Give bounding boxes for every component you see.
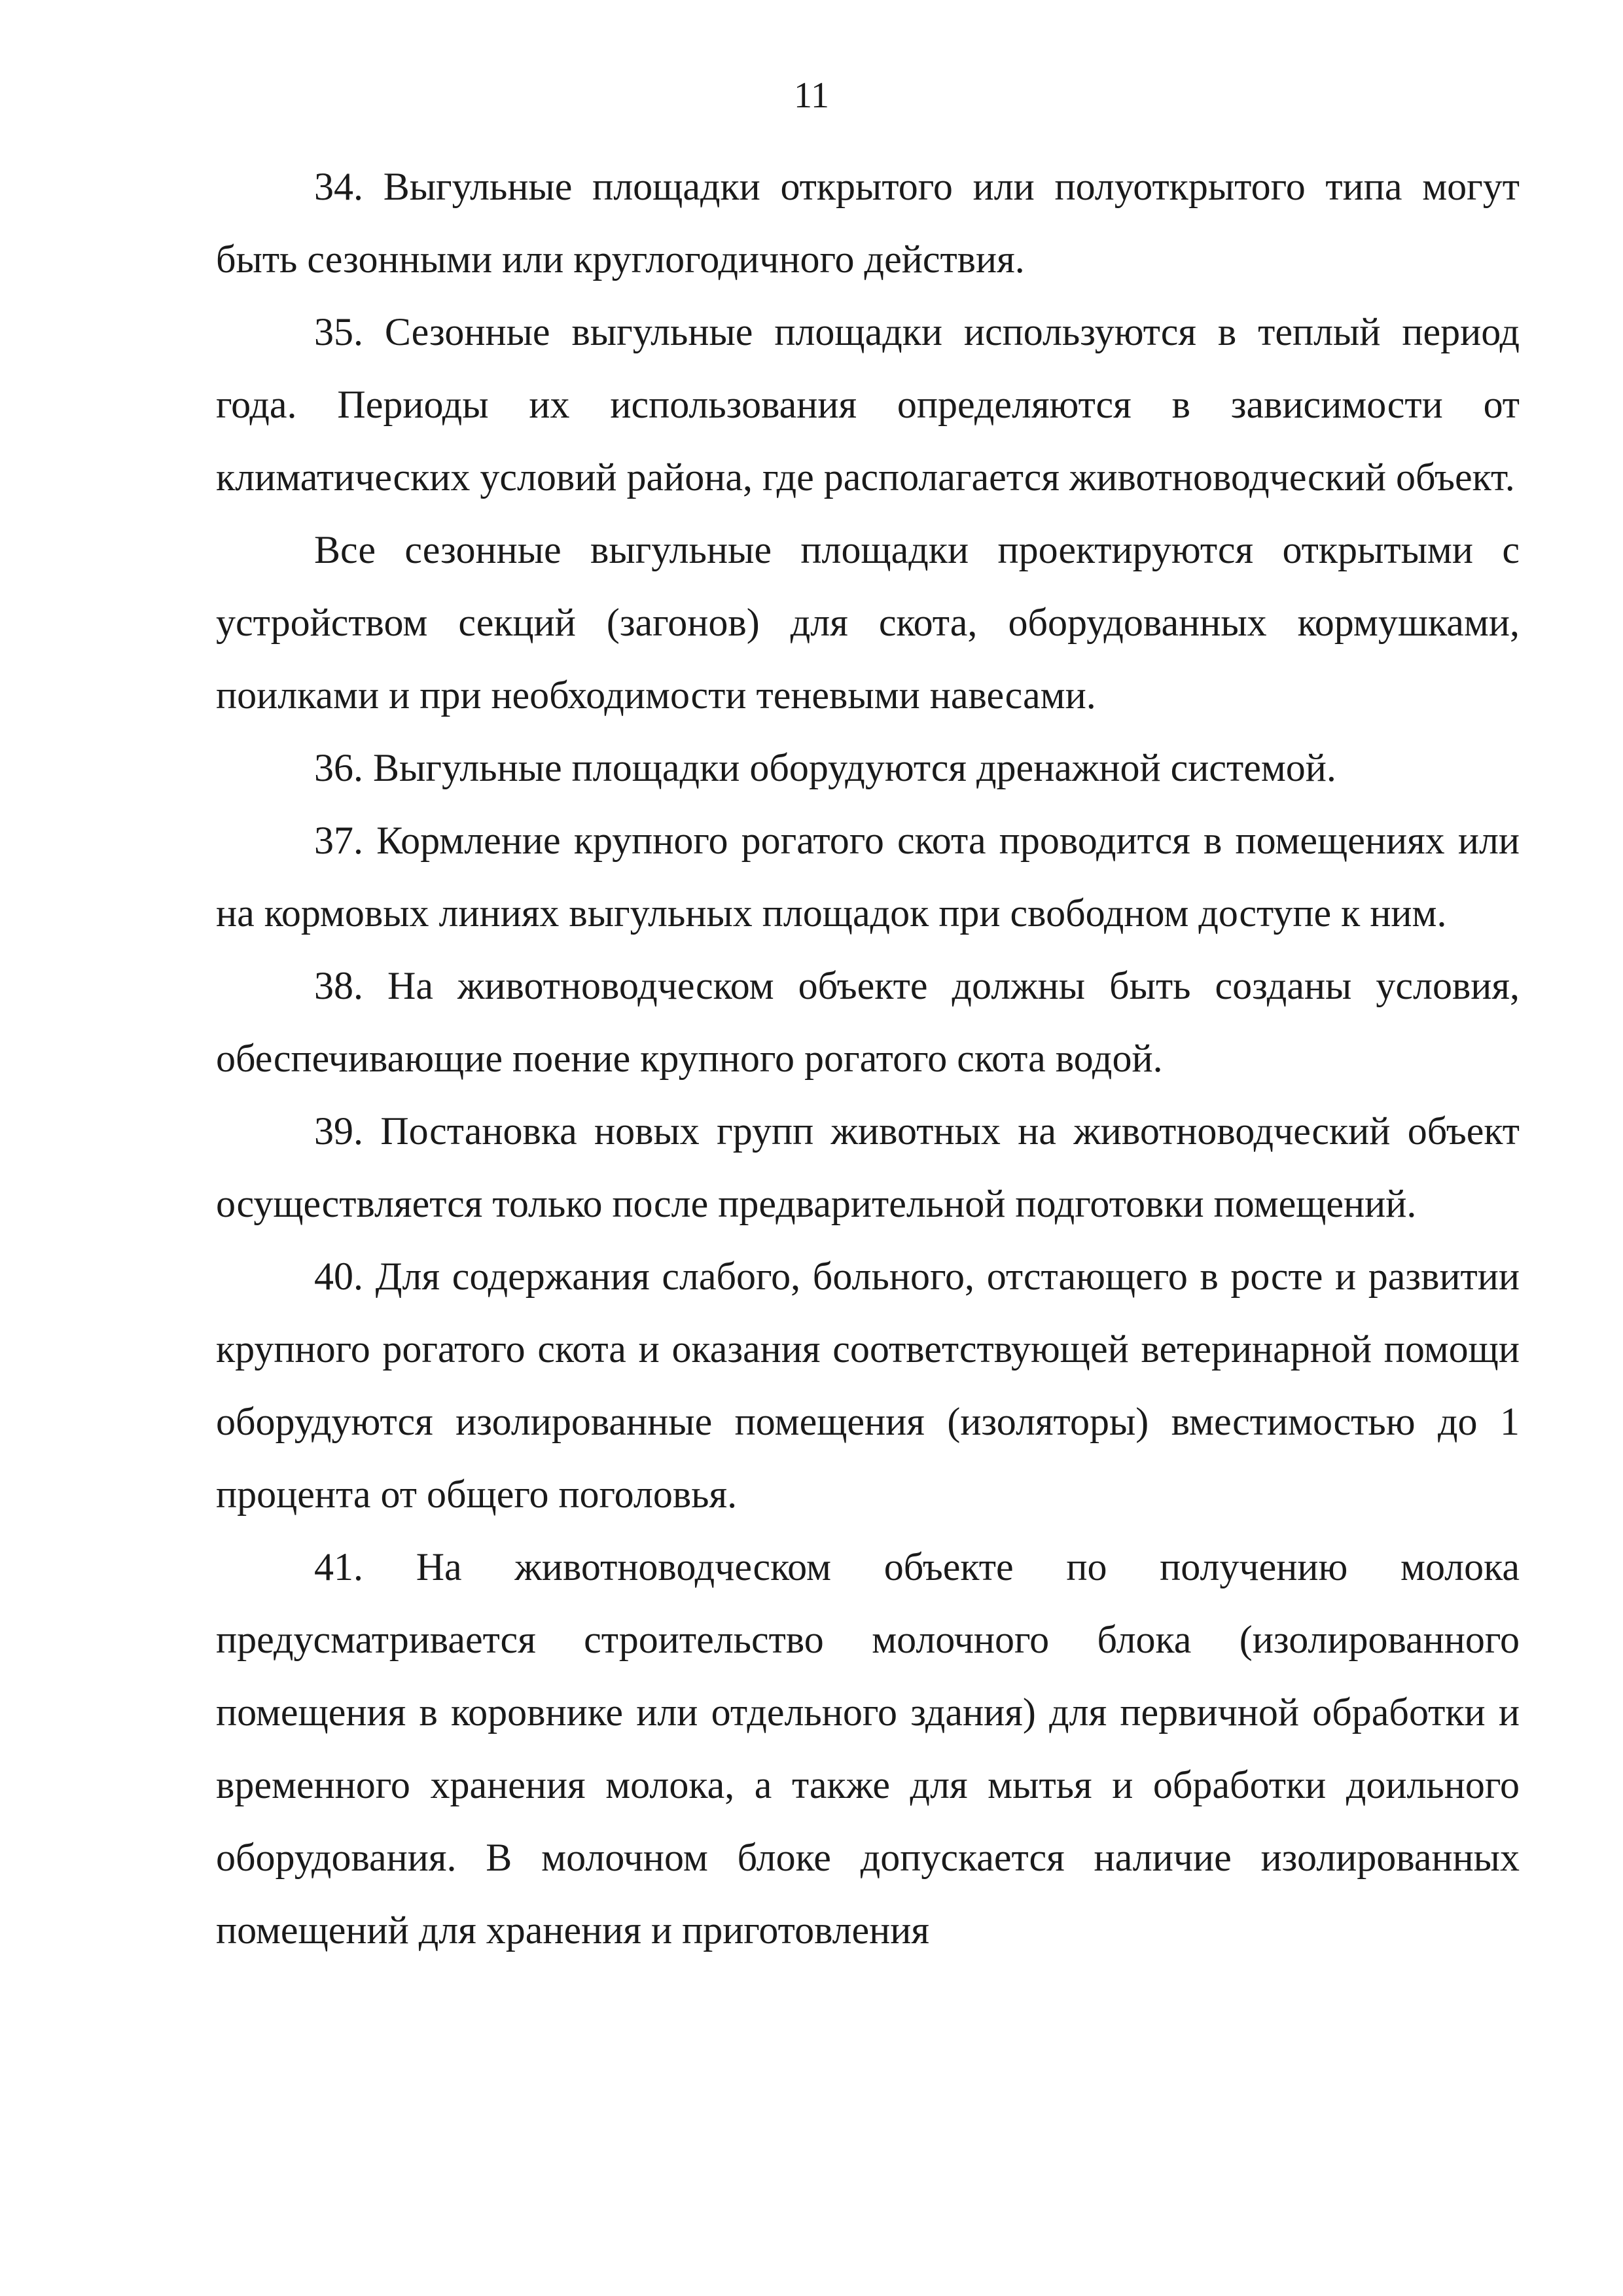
paragraph-39: 39. Постановка новых групп животных на животноводческий объект осуществляется только после предварительной подготовки помещений. (216, 1109, 1520, 1225)
paragraph-37: 37. Кормление крупного рогатого скота проводится в помещениях или на кормовых линиях выгульных площадок при свободном доступе к ним. (216, 819, 1520, 935)
paragraph-36: 36. Выгульные площадки оборудуются дренажной системой. (314, 746, 1336, 789)
paragraph-35: 35. Сезонные выгульные площадки используются в теплый период года. Периоды их использования определяются в зависимости от климатических условий района, где располагается животноводческий объект. (216, 310, 1520, 499)
page-number: 11 (794, 75, 829, 116)
paragraph-41: 41. На животноводческом объекте по получению молока предусматривается строительство молочного блока (изолированного помещения в коровнике или отдельного здания) для первичной обработки и временного хранения молока, а также для мытья и обработки доильного оборудования. В молочном блоке допускается наличие изолированных помещений для хранения и приготовления (216, 1545, 1520, 1952)
paragraph-35-continued: Все сезонные выгульные площадки проектируются открытыми с устройством секций (загонов) для скота, оборудованных кормушками, поилками и при необходимости теневыми навесами. (216, 528, 1520, 717)
paragraph-34: 34. Выгульные площадки открытого или полуоткрытого типа могут быть сезонными или круглогодичного действия. (216, 165, 1520, 281)
paragraph-38: 38. На животноводческом объекте должны быть созданы условия, обеспечивающие поение крупного рогатого скота водой. (216, 964, 1520, 1080)
paragraph-40: 40. Для содержания слабого, больного, отстающего в росте и развитии крупного рогатого скота и оказания соответствующей ветеринарной помощи оборудуются изолированные помещения (изоляторы) вместимостью до 1 процента от общего поголовья. (216, 1255, 1520, 1516)
document-body (216, 151, 1520, 1967)
